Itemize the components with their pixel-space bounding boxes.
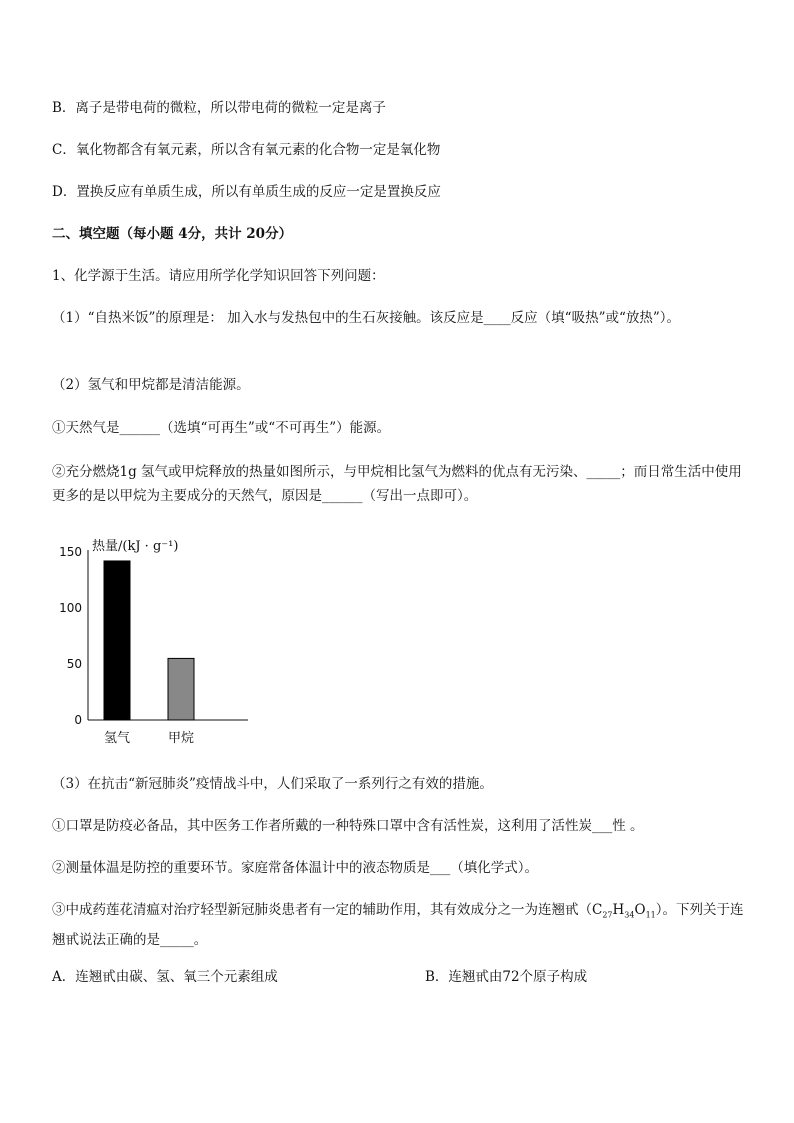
category-label-1: 甲烷 bbox=[167, 731, 195, 746]
part-3-item-3: ③中成药莲花清瘟对治疗轻型新冠肺炎患者有一定的辅助作用，其有效成分之一为连翘甙$(C_{27}H_{34}O_{11})$。下列关于连翘甙说法正确的是_____。 bbox=[52, 902, 744, 948]
option-d-prev: D．置换反应有单质生成，所以有单质生成的反应一定是置换反应 bbox=[52, 184, 441, 200]
bar-0 bbox=[104, 561, 130, 720]
part-2-item-1: ①天然气是______（选填“可再生”或“不可再生”）能源。 bbox=[52, 420, 391, 436]
part-1: （1）“自热米饭”的原理是： 加入水与发热包中的生石灰接触。该反应是____反应（填“吸热”或“放热”）。 bbox=[52, 310, 681, 326]
bar-1 bbox=[168, 658, 194, 720]
choice-row bbox=[52, 965, 752, 989]
part-3-item-1: ①口罩是防疫必备品，其中医务工作者所戴的一种特殊口罩中含有活性炭，这利用了活性炭___性 。 bbox=[52, 818, 644, 834]
heat-bar-chart bbox=[52, 530, 272, 750]
y-tick-label-0: 0 bbox=[74, 713, 82, 727]
y-tick-label-3: 150 bbox=[59, 545, 82, 559]
section-heading: 二、填空题（每小题 4分，共计 20分） bbox=[52, 226, 293, 242]
part-2: （2）氢气和甲烷都是清洁能源。 bbox=[52, 377, 250, 393]
choice-b[interactable]: B．连翘甙由72个原子构成 bbox=[425, 969, 588, 985]
y-tick-label-1: 50 bbox=[66, 657, 82, 671]
question-1-intro: 1、化学源于生活。请应用所学化学知识回答下列问题： bbox=[52, 268, 385, 284]
option-b-prev: B．离子是带电荷的微粒，所以带电荷的微粒一定是离子 bbox=[52, 100, 386, 116]
chart-title: 热量/(kJ · g⁻¹) bbox=[92, 539, 179, 554]
y-tick-label-2: 100 bbox=[59, 601, 82, 615]
part-3-item-2: ②测量体温是防控的重要环节。家庭常备体温计中的液态物质是___（填化学式）。 bbox=[52, 860, 538, 876]
part-3: （3）在抗击“新冠肺炎”疫情战斗中，人们采取了一系列行之有效的措施。 bbox=[52, 776, 493, 792]
category-label-0: 氢气 bbox=[103, 731, 131, 746]
part-2-item-2: ②充分燃烧1g 氢气或甲烷释放的热量如图所示，与甲烷相比氢气为燃料的优点有无污染、_____；而日常生活中使用更多的是以甲烷为主要成分的天然气，原因是______（写出一点即可）。 bbox=[52, 464, 742, 504]
option-c-prev: C．氧化物都含有氧元素，所以含有氧元素的化合物一定是氧化物 bbox=[52, 142, 441, 158]
choice-a[interactable]: A．连翘甙由碳、氢、氧三个元素组成 bbox=[52, 969, 278, 985]
